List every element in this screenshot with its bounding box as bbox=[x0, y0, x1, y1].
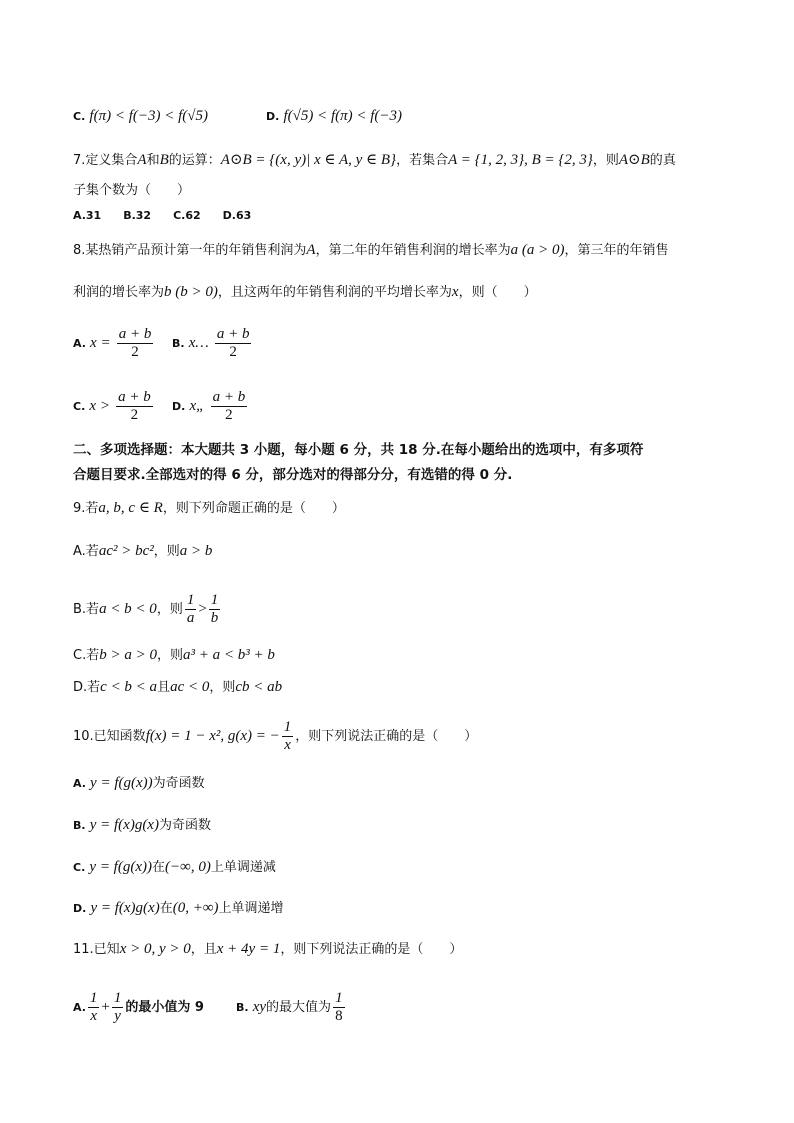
q7-text: 7.定义集合 bbox=[73, 153, 138, 168]
option-text: B.若 bbox=[73, 602, 100, 617]
q7-text: 和 bbox=[146, 153, 160, 168]
fraction bbox=[333, 990, 345, 1025]
denominator: y bbox=[114, 1008, 121, 1024]
q8-text: ，第三年的年销售 bbox=[564, 243, 669, 258]
math-expression: a (a > 0) bbox=[510, 242, 565, 258]
denominator: x bbox=[90, 1008, 97, 1024]
numerator: a + b bbox=[118, 326, 152, 342]
numerator: a + b bbox=[212, 389, 246, 405]
math-expression: y = f(x)g(x) bbox=[90, 900, 160, 916]
option-text: ，则 bbox=[209, 680, 236, 695]
math-expression: a, b, c ∈ R bbox=[98, 500, 163, 516]
option-text: C.若 bbox=[73, 648, 100, 663]
option-text: ，则 bbox=[153, 544, 180, 559]
q11-option-b bbox=[236, 990, 347, 1025]
set-a: A bbox=[137, 152, 147, 168]
option-label: B. bbox=[236, 1001, 249, 1014]
denominator: 2 bbox=[225, 407, 233, 423]
fraction bbox=[215, 326, 252, 361]
option-label: A. bbox=[73, 1001, 86, 1014]
q10-text: ，则下列说法正确的是（ ） bbox=[295, 729, 478, 744]
section-heading-line1: 二、多项选择题：本大题共 3 小题，每小题 6 分，共 18 分.在每小题给出的选项中，有多项符 bbox=[73, 442, 644, 458]
math-expression: y = f(g(x)) bbox=[90, 775, 153, 791]
math-var: x bbox=[451, 284, 459, 300]
math-expression: A⊙B = {(x, y)| x ∈ A, y ∈ B} bbox=[220, 152, 397, 168]
option-label: A. bbox=[73, 337, 86, 350]
numerator: 1 bbox=[283, 719, 292, 735]
q7-text: 子集个数为（ ） bbox=[73, 183, 191, 198]
q10-stem bbox=[73, 719, 477, 754]
math-expression: x > bbox=[89, 398, 110, 414]
denominator: x bbox=[284, 737, 291, 753]
math-expression: ac < 0 bbox=[170, 679, 210, 695]
option-text: D.若 bbox=[73, 680, 101, 695]
option-text: 在 bbox=[159, 901, 173, 916]
numerator: 1 bbox=[335, 990, 343, 1006]
option-label: D. bbox=[73, 902, 87, 915]
math-expression: ac² > bc² bbox=[98, 543, 154, 559]
q8-text: 8.某热销产品预计第一年的年销售利润为 bbox=[73, 243, 307, 258]
option-text: 上单调递增 bbox=[218, 901, 284, 916]
denominator: 8 bbox=[335, 1008, 343, 1024]
option-text: ，则 bbox=[156, 602, 183, 617]
option-text: 在 bbox=[152, 860, 166, 875]
option-label: C. bbox=[73, 110, 86, 123]
math-expression: f(√5) < f(π) < f(−3) bbox=[283, 108, 403, 124]
math-operator: + bbox=[101, 999, 110, 1015]
option-label: D. bbox=[172, 400, 186, 413]
denominator: b bbox=[210, 610, 219, 626]
option-text: 上单调递减 bbox=[210, 860, 276, 875]
q9-stem bbox=[73, 498, 345, 519]
q8-text: ，且这两年的年销售利润的平均增长率为 bbox=[217, 285, 452, 300]
math-operator: > bbox=[198, 601, 207, 617]
math-expression: x > 0, y > 0 bbox=[119, 941, 191, 957]
denominator: 2 bbox=[131, 344, 139, 360]
math-expression: x„ bbox=[189, 398, 205, 414]
q10-text: 10.已知函数 bbox=[73, 729, 146, 744]
math-expression: a³ + a < b³ + b bbox=[182, 647, 275, 663]
section-heading-2 bbox=[73, 465, 512, 485]
q10-option-c bbox=[73, 857, 276, 878]
math-expression: (−∞, 0) bbox=[165, 859, 211, 875]
math-expression: f(x) = 1 − x², g(x) = − bbox=[145, 728, 280, 744]
numerator: 1 bbox=[186, 592, 195, 608]
numerator: 1 bbox=[210, 592, 219, 608]
q10-option-d bbox=[73, 898, 284, 919]
q6-option-c bbox=[73, 106, 208, 127]
section-heading-line2: 合题目要求.全部选对的得 6 分，部分选对的得部分分，有选错的得 0 分. bbox=[73, 467, 513, 483]
math-expression: c < b < a bbox=[100, 679, 158, 695]
q8-text: ，第二年的年销售利润的增长率为 bbox=[315, 243, 511, 258]
q9-option-a bbox=[73, 541, 212, 562]
q8-option-b bbox=[172, 326, 253, 361]
q9-option-d bbox=[73, 677, 282, 698]
q10-option-b bbox=[73, 815, 211, 836]
numerator: 1 bbox=[113, 990, 122, 1006]
q7-text: 的运算： bbox=[168, 153, 221, 168]
q7-text: ，则 bbox=[592, 153, 619, 168]
option-b: B.32 bbox=[123, 209, 152, 222]
option-label: C. bbox=[73, 400, 86, 413]
math-expression: a < b < 0 bbox=[99, 601, 157, 617]
math-expression: A⊙B bbox=[618, 152, 650, 168]
fraction bbox=[209, 592, 221, 627]
q7-text: ，若集合 bbox=[396, 153, 449, 168]
math-expression: (0, +∞) bbox=[172, 900, 219, 916]
denominator: a bbox=[186, 610, 195, 626]
q8-option-a bbox=[73, 326, 155, 361]
math-expression: f(π) < f(−3) < f(√5) bbox=[89, 108, 208, 124]
q8-option-d bbox=[172, 389, 249, 424]
math-expression: x… bbox=[188, 335, 209, 351]
math-expression: x + 4y = 1 bbox=[216, 941, 281, 957]
set-b: B bbox=[159, 152, 169, 168]
numerator: a + b bbox=[216, 326, 250, 342]
q7-options bbox=[73, 206, 251, 226]
q10-option-a bbox=[73, 773, 205, 794]
fraction bbox=[112, 990, 124, 1025]
math-expression: y = f(g(x)) bbox=[89, 859, 152, 875]
section-heading bbox=[73, 440, 643, 460]
q8-text: ，则（ ） bbox=[458, 285, 537, 300]
q7-stem-line1 bbox=[73, 150, 676, 171]
denominator: 2 bbox=[130, 407, 139, 423]
option-a: A.31 bbox=[73, 209, 102, 222]
option-text: 的最大值为 bbox=[266, 1000, 332, 1015]
q7-text: 的真 bbox=[649, 153, 676, 168]
option-d: D.63 bbox=[222, 209, 252, 222]
q11-option-a bbox=[73, 990, 204, 1025]
math-expression: x = bbox=[90, 335, 111, 351]
q9-text: ，则下列命题正确的是（ ） bbox=[162, 501, 345, 516]
denominator: 2 bbox=[229, 344, 237, 360]
math-expression: b > a > 0 bbox=[99, 647, 157, 663]
option-text: 为奇函数 bbox=[152, 776, 205, 791]
q9-option-c bbox=[73, 645, 275, 666]
math-var: A bbox=[306, 242, 316, 258]
q9-option-b bbox=[73, 592, 222, 627]
option-text: A.若 bbox=[73, 544, 99, 559]
q8-stem-line1 bbox=[73, 240, 668, 261]
fraction bbox=[88, 990, 100, 1025]
math-expression: cb < ab bbox=[235, 679, 283, 695]
q8-text: 利润的增长率为 bbox=[73, 285, 165, 300]
math-expression: a > b bbox=[179, 543, 213, 559]
q11-stem bbox=[73, 939, 462, 960]
q8-stem-line2 bbox=[73, 282, 537, 303]
option-label: B. bbox=[172, 337, 185, 350]
fraction bbox=[282, 719, 294, 754]
q7-stem-line2 bbox=[73, 181, 190, 201]
q6-option-d bbox=[266, 106, 402, 127]
fraction bbox=[117, 326, 154, 361]
option-text: 为奇函数 bbox=[158, 818, 211, 833]
fraction bbox=[185, 592, 197, 627]
option-label: D. bbox=[266, 110, 280, 123]
option-text: 且 bbox=[157, 680, 171, 695]
q11-text: ，且 bbox=[190, 942, 217, 957]
option-text: 的最小值为 9 bbox=[125, 1000, 204, 1015]
q8-option-c bbox=[73, 389, 155, 424]
fraction bbox=[211, 389, 248, 424]
fraction bbox=[116, 389, 153, 424]
option-label: B. bbox=[73, 819, 86, 832]
numerator: 1 bbox=[89, 990, 98, 1006]
q11-text: 11.已知 bbox=[73, 942, 120, 957]
option-label: C. bbox=[73, 861, 86, 874]
q9-text: 9.若 bbox=[73, 501, 99, 516]
option-c: C.62 bbox=[173, 209, 201, 222]
math-expression: xy bbox=[252, 999, 267, 1015]
math-expression: b (b > 0) bbox=[164, 284, 218, 300]
math-expression: y = f(x)g(x) bbox=[89, 817, 159, 833]
option-label: A. bbox=[73, 777, 86, 790]
math-expression: A = {1, 2, 3}, B = {2, 3} bbox=[448, 152, 593, 168]
q11-text: ，则下列说法正确的是（ ） bbox=[280, 942, 463, 957]
option-text: ，则 bbox=[156, 648, 183, 663]
numerator: a + b bbox=[118, 389, 151, 405]
